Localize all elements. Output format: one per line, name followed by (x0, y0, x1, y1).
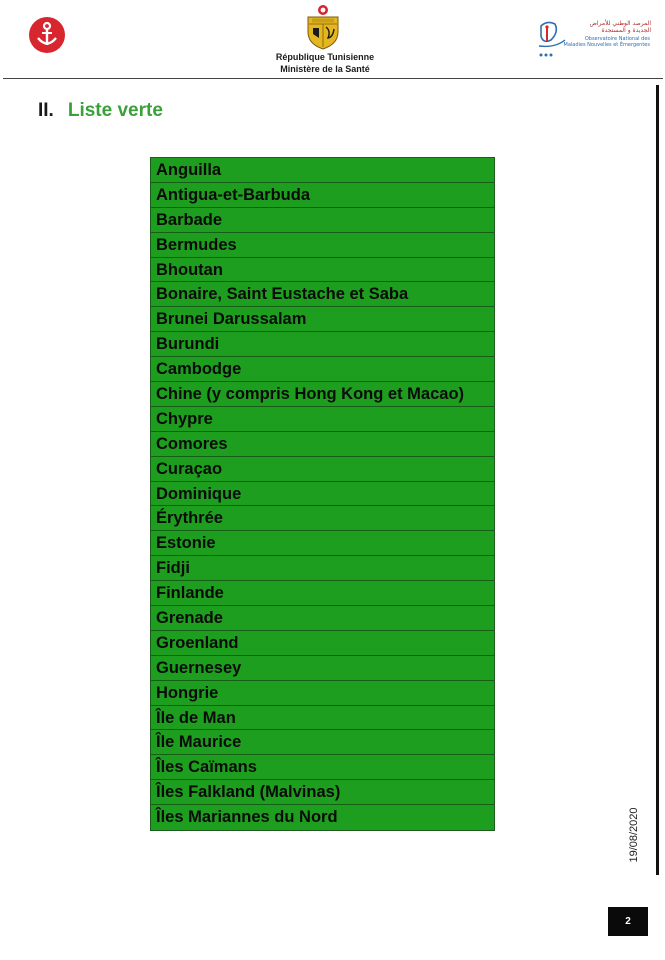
country-row: Îles Caïmans (151, 755, 494, 780)
page-number-badge: 2 (608, 907, 648, 936)
country-row: Barbade (151, 208, 494, 233)
right-margin-rule (656, 85, 659, 875)
country-row: Burundi (151, 332, 494, 357)
red-circle-anchor-logo-icon (27, 15, 67, 55)
country-row: Érythrée (151, 506, 494, 531)
header-divider (3, 78, 663, 79)
country-row: Curaçao (151, 457, 494, 482)
ministry-label: Ministère de la Santé (280, 64, 370, 74)
document-date (624, 800, 644, 870)
green-country-list (150, 157, 495, 831)
section-title: Liste verte (67, 100, 163, 121)
country-row: Cambodge (151, 357, 494, 382)
country-row: Groenland (151, 631, 494, 656)
country-row: Îles Mariannes du Nord (156, 808, 338, 827)
republic-label: République Tunisienne (275, 52, 375, 62)
section-heading (38, 100, 163, 122)
country-row: Fidji (151, 556, 494, 581)
country-row: Îles Falkland (Malvinas) (151, 780, 494, 805)
country-row: Comores (151, 432, 494, 457)
country-row: Antigua-et-Barbuda (151, 183, 494, 208)
country-row: Bhoutan (151, 258, 494, 283)
ministry-heading (230, 51, 420, 75)
observatory-french-line1: Observatoire National des (584, 36, 650, 42)
country-row: Bermudes (151, 233, 494, 258)
country-row: Grenade (151, 606, 494, 631)
observatory-arabic-line1: المرصد الوطني للأمراض (589, 20, 651, 27)
observatory-arabic-line2: الجديدة و المستجدة (601, 27, 651, 34)
country-row: Dominique (151, 482, 494, 507)
country-row: Bonaire, Saint Eustache et Saba (151, 282, 494, 307)
country-row: Finlande (151, 581, 494, 606)
observatory-french-name (560, 36, 650, 48)
country-row: Guernesey (151, 656, 494, 681)
observatory-french-line2: Maladies Nouvelles et Émergentes (563, 42, 650, 48)
country-row: Anguilla (151, 158, 494, 183)
country-row: Estonie (151, 531, 494, 556)
page-header (0, 0, 665, 82)
country-row: Brunei Darussalam (151, 307, 494, 332)
country-row: Chine (y compris Hong Kong et Macao) (151, 382, 494, 407)
section-number: II. (38, 100, 54, 121)
document-date-text: 19/08/2020 (628, 807, 640, 863)
country-row: Île de Man (151, 706, 494, 731)
country-row: Hongrie (151, 681, 494, 706)
country-row: Île Maurice (151, 730, 494, 755)
observatory-arabic-name (575, 20, 651, 34)
tunisia-coat-of-arms-icon (304, 4, 342, 50)
country-row: Chypre (151, 407, 494, 432)
